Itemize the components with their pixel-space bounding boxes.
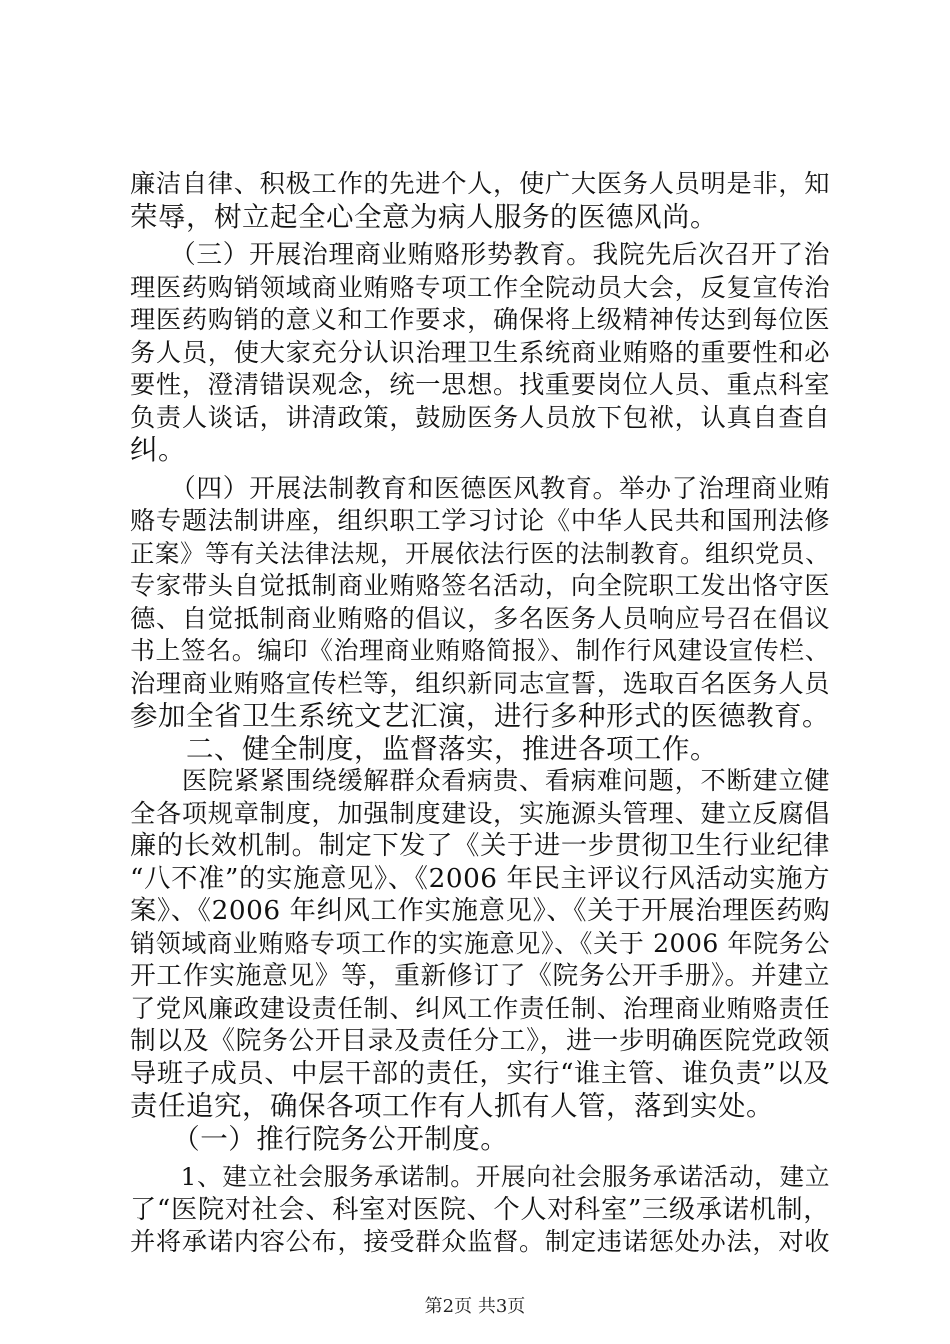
text-line: 参加全省卫生系统文艺汇演，进行多种形式的医德教育。 bbox=[130, 700, 830, 732]
text-line: 廉洁自律、积极工作的先进个人，使广大医务人员明是非，知 bbox=[130, 169, 830, 198]
text-line: 了“医院对社会、科室对医院、个人对科室”三级承诺机制， bbox=[130, 1194, 830, 1225]
text-line: 赂专题法制讲座，组织职工学习讨论《中华人民共和国刑法修 bbox=[130, 506, 830, 535]
text-line: 德、自觉抵制商业贿赂的倡议，多名医务人员响应号召在倡议 bbox=[130, 603, 830, 633]
section-heading: 二、健全制度，监督落实，推进各项工作。 bbox=[130, 732, 718, 765]
text-line: 理医药购销领域商业贿赂专项工作全院动员大会，反复宣传治 bbox=[130, 272, 830, 302]
text-line: 了党风廉政建设责任制、纠风工作责任制、治理商业贿赂责任 bbox=[130, 993, 830, 1023]
text-line: 书上签名。编印《治理商业贿赂简报》、制作行风建设宣传栏、 bbox=[130, 636, 830, 665]
text-line: 销领域商业贿赂专项工作的实施意见》、《关于 2006 年院务公 bbox=[130, 928, 830, 958]
text-line: 制以及《院务公开目录及责任分工》，进一步明确医院党政领 bbox=[130, 1026, 830, 1056]
text-line: 治理商业贿赂宣传栏等，组织新同志宣誓，选取百名医务人员 bbox=[130, 668, 830, 698]
text-line: （三）开展治理商业贿赂形势教育。我院先后次召开了治 bbox=[130, 240, 830, 270]
text-line: 医院紧紧围绕缓解群众看病贵、看病难问题，不断建立健 bbox=[130, 766, 830, 795]
text-line: 并将承诺内容公布，接受群众监督。制定违诺惩处办法，对收 bbox=[130, 1227, 830, 1256]
body-text bbox=[130, 168, 830, 1259]
text-line: 廉的长效机制。制定下发了《关于进一步贯彻卫生行业纪律 bbox=[130, 831, 830, 861]
text-line: 务人员，使大家充分认识治理卫生系统商业贿赂的重要性和必 bbox=[130, 337, 830, 367]
text-line: 纠。 bbox=[130, 434, 186, 466]
text-line: 案》、《2006 年纠风工作实施意见》、《关于开展治理医药购 bbox=[130, 896, 830, 926]
text-line: “八不准”的实施意见》、《2006 年民主评议行风活动实施方 bbox=[130, 863, 830, 894]
text-line: 责任追究，确保各项工作有人抓有人管，落到实处。 bbox=[130, 1090, 774, 1122]
text-line: 理医药购销的意义和工作要求，确保将上级精神传达到每位医 bbox=[130, 305, 830, 334]
subsection-heading: （一）推行院务公开制度。 bbox=[130, 1122, 509, 1155]
text-line: 1、建立社会服务承诺制。开展向社会服务承诺活动，建立 bbox=[130, 1162, 830, 1191]
text-line: 正案》等有关法律法规，开展依法行医的法制教育。组织党员、 bbox=[130, 538, 830, 568]
text-line: 专家带头自觉抵制商业贿赂签名活动，向全院职工发出恪守医 bbox=[130, 571, 830, 600]
text-line: 开工作实施意见》等，重新修订了《院务公开手册》。并建立 bbox=[130, 961, 830, 991]
text-line: （四）开展法制教育和医德医风教育。举办了治理商业贿 bbox=[130, 473, 830, 504]
text-line: 要性，澄清错误观念，统一思想。找重要岗位人员、重点科室 bbox=[130, 370, 830, 399]
text-line: 导班子成员、中层干部的责任，实行“谁主管、谁负责”以及 bbox=[130, 1058, 830, 1089]
text-line: 负责人谈话，讲清政策，鼓励医务人员放下包袱，认真自查自 bbox=[130, 402, 830, 432]
page-number-footer: 第2页 共3页 bbox=[424, 1296, 526, 1317]
text-line: 荣辱，树立起全心全意为病人服务的医德风尚。 bbox=[130, 200, 718, 233]
text-line: 全各项规章制度，加强制度建设，实施源头管理、建立反腐倡 bbox=[130, 798, 830, 828]
